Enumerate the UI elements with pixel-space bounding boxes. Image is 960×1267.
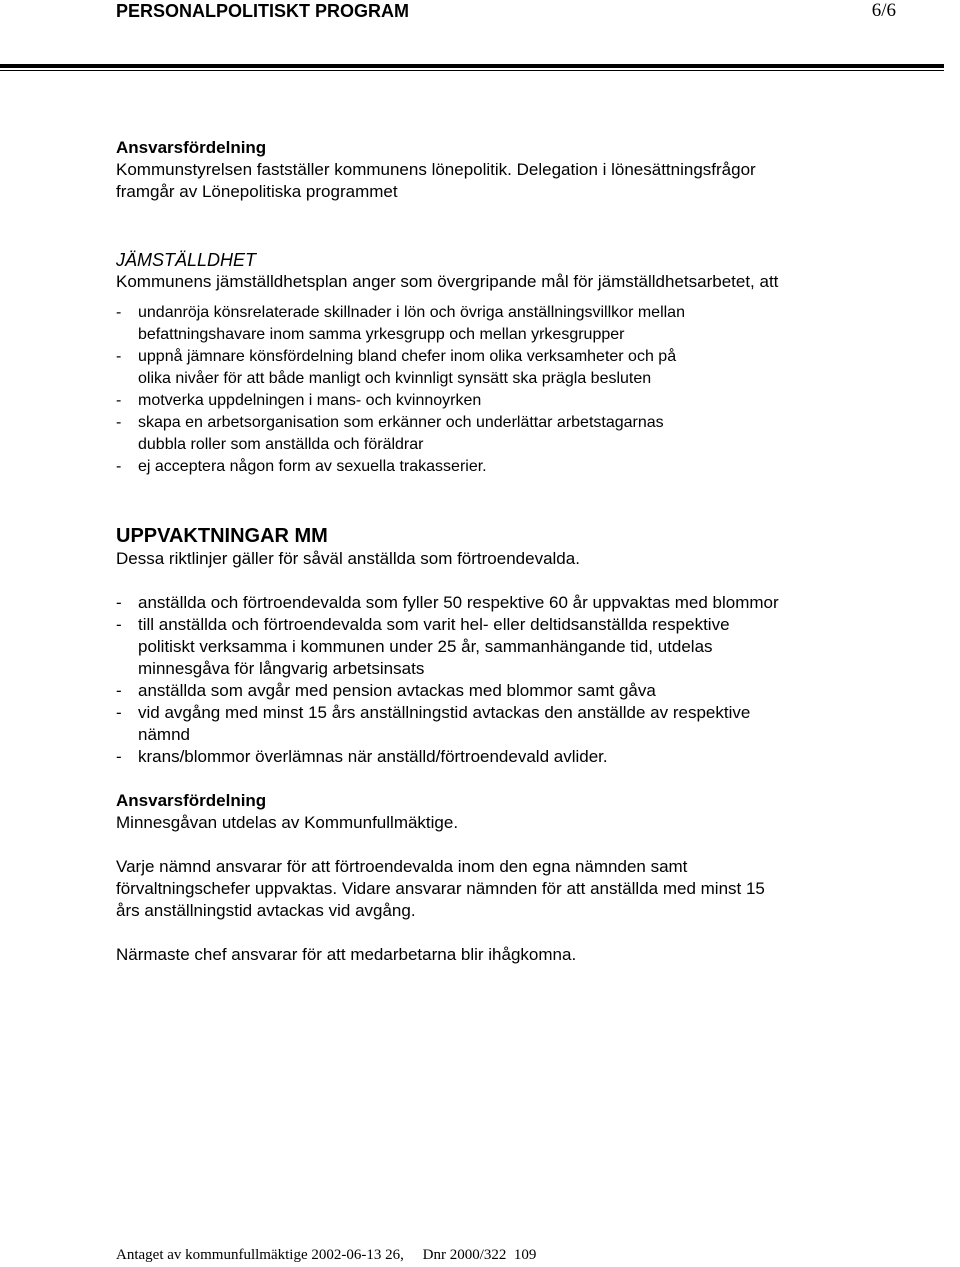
section-responsibility — [116, 137, 906, 203]
list-item-line: olika nivåer för att både manligt och kvinnligt synsätt ska prägla besluten — [138, 370, 652, 387]
list-item — [116, 592, 906, 614]
paragraph: Närmaste chef ansvarar för att medarbetarna blir ihågkomna. — [116, 945, 577, 964]
section-equality — [116, 249, 906, 478]
page-header — [116, 0, 896, 24]
list-item-line: uppnå jämnare könsfördelning bland chefer inom olika verksamheter och på — [138, 348, 677, 365]
section-heading: UPPVAKTNINGAR MM — [116, 525, 328, 547]
dash-bullet: - — [116, 593, 122, 612]
list-item — [116, 390, 906, 412]
list-item — [116, 456, 906, 478]
section-intro: Dessa riktlinjer gäller för såväl anställda som förtroendevalda. — [116, 549, 580, 568]
list-item-line: nämnd — [138, 725, 190, 744]
list-item — [116, 614, 906, 680]
list-item-line: politiskt verksamma i kommunen under 25 år, sammanhängande tid, utdelas — [138, 637, 713, 656]
document-body — [116, 137, 906, 966]
list-item-line: ej acceptera någon form av sexuella trakasserier. — [138, 458, 487, 475]
dash-bullet: - — [116, 703, 122, 722]
list-item-line: minnesgåva för långvarig arbetsinsats — [138, 659, 425, 678]
text-line: framgår av Lönepolitiska programmet — [116, 182, 398, 201]
text-line: Varje nämnd ansvarar för att förtroendevalda inom den egna nämnden samt — [116, 857, 688, 876]
dash-bullet: - — [116, 348, 122, 365]
dash-bullet: - — [116, 392, 122, 409]
list-item-line: motverka uppdelningen i mans- och kvinnoyrken — [138, 392, 482, 409]
header-rule-thin — [0, 70, 944, 71]
section-heading: Ansvarsfördelning — [116, 138, 267, 157]
dash-bullet: - — [116, 747, 122, 766]
section-intro: Kommunens jämställdhetsplan anger som övergripande mål för jämställdhetsarbetet, att — [116, 272, 779, 291]
section-celebrations — [116, 524, 906, 768]
paragraph — [116, 856, 906, 922]
paragraph: Minnesgåvan utdelas av Kommunfullmäktige. — [116, 813, 459, 832]
page-number: 6/6 — [871, 0, 896, 21]
list-item-line: vid avgång med minst 15 års anställningstid avtackas den anställde av respektive — [138, 703, 751, 722]
list-item-line: skapa en arbetsorganisation som erkänner och underlättar arbetstagarnas — [138, 414, 664, 431]
header-rule-thick — [0, 64, 944, 68]
list-item — [116, 702, 906, 746]
dash-bullet: - — [116, 615, 122, 634]
section-heading: Ansvarsfördelning — [116, 791, 267, 810]
dash-bullet: - — [116, 414, 122, 431]
dash-bullet: - — [116, 681, 122, 700]
celebration-rules-list — [116, 592, 906, 768]
list-item-line: anställda som avgår med pension avtackas med blommor samt gåva — [138, 681, 656, 700]
text-line: års anställningstid avtackas vid avgång. — [116, 901, 416, 920]
list-item — [116, 412, 906, 456]
list-item — [116, 680, 906, 702]
list-item-line: krans/blommor överlämnas när anställd/förtroendevald avlider. — [138, 747, 608, 766]
list-item-line: till anställda och förtroendevalda som varit hel- eller deltidsanställda respektive — [138, 615, 730, 634]
section-responsibility-gifts — [116, 790, 906, 966]
dash-bullet: - — [116, 304, 122, 321]
text-line: Kommunstyrelsen fastställer kommunens lönepolitik. Delegation i lönesättningsfrågor — [116, 160, 756, 179]
dash-bullet: - — [116, 458, 122, 475]
text-line: förvaltningschefer uppvaktas. Vidare ansvarar nämnden för att anställda med minst 15 — [116, 879, 765, 898]
list-item — [116, 346, 906, 390]
list-item-line: anställda och förtroendevalda som fyller 50 respektive 60 år uppvaktas med blommor — [138, 593, 779, 612]
equality-goals-list — [116, 302, 906, 478]
document-title: PERSONALPOLITISKT PROGRAM — [116, 1, 410, 21]
list-item-line: undanröja könsrelaterade skillnader i lön och övriga anställningsvillkor mellan — [138, 304, 685, 321]
section-heading: JÄMSTÄLLDHET — [116, 250, 257, 270]
list-item — [116, 746, 906, 768]
page-footer: Antaget av kommunfullmäktige 2002-06-13 26, Dnr 2000/322 109 — [116, 1247, 537, 1263]
list-item-line: dubbla roller som anställda och föräldrar — [138, 436, 424, 453]
list-item — [116, 302, 906, 346]
list-item-line: befattningshavare inom samma yrkesgrupp och mellan yrkesgrupper — [138, 326, 625, 343]
